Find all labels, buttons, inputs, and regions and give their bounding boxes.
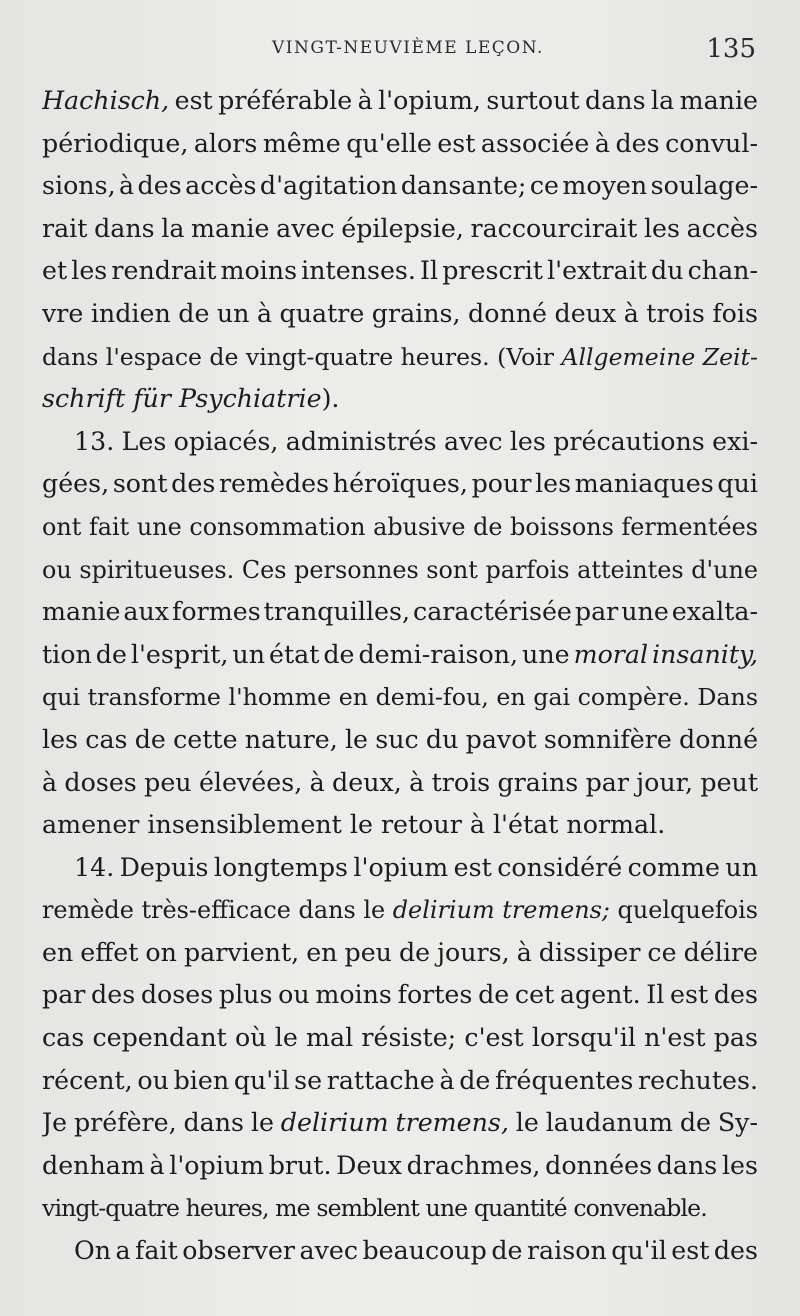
text-line — [42, 974, 758, 1017]
line-segment: vre indien de un à quatre grains, donné deux à trois fois — [42, 298, 758, 328]
text-line — [42, 506, 758, 549]
text-line — [42, 250, 758, 293]
line-segment: périodique, alors même qu'elle est associée à des convul- — [42, 128, 758, 158]
line-segment: On a fait observer avec beaucoup de raison qu'il est des — [74, 1236, 758, 1266]
italic-term: Hachisch, — [42, 86, 170, 115]
paragraph-next-start — [42, 1230, 758, 1273]
body-text — [42, 80, 758, 1273]
text-line — [42, 1145, 758, 1188]
line-segment: en effet on parvient, en peu de jours, à dissiper ce délire — [42, 937, 758, 967]
line-segment: denham à l'opium brut. Deux drachmes, données dans les — [42, 1150, 758, 1180]
text-line — [42, 336, 758, 379]
line-segment: dans l'espace de vingt-quatre heures. (Voir — [42, 342, 562, 371]
line-segment: cas cependant où le mal résiste; c'est lorsqu'il n'est pas — [42, 1023, 758, 1053]
line-segment: ). — [321, 384, 340, 414]
line-segment: sions, à des accès d'agitation dansante; ce moyen soulage- — [42, 171, 758, 201]
line-segment: quelquefois — [609, 896, 758, 925]
line-segment: remède très-efficace dans le — [42, 896, 393, 925]
text-line — [42, 549, 758, 592]
line-segment: et les rendrait moins intenses. Il prescrit l'extrait du chan- — [42, 256, 758, 286]
text-line — [42, 463, 758, 506]
text-line — [42, 762, 758, 805]
line-segment: ont fait une consommation abusive de boissons fermentées — [42, 512, 758, 541]
line-segment: rait dans la manie avec épilepsie, raccourcirait les accès — [42, 213, 758, 243]
text-line — [42, 1017, 758, 1060]
text-line — [42, 634, 758, 677]
running-head — [42, 34, 756, 64]
paragraph-14-start — [42, 847, 758, 890]
page-number: 135 — [706, 34, 756, 64]
line-segment: 14. Depuis longtemps l'opium est considéré comme un — [74, 852, 758, 882]
line-segment: tion de l'esprit, un état de demi-raison, une — [42, 639, 574, 669]
italic-term: Allgemeine Zeit- — [561, 342, 758, 371]
text-line — [42, 1102, 758, 1145]
text-line — [42, 1060, 758, 1103]
line-segment: manie aux formes tranquilles, caractérisée par une exalta- — [42, 597, 758, 627]
italic-term: delirium tremens; — [392, 896, 610, 925]
text-line — [42, 591, 758, 634]
text-line — [42, 165, 758, 208]
line-segment: qui transforme l'homme en demi-fou, en gai compère. Dans — [42, 683, 758, 712]
italic-term: delirium tremens, — [280, 1108, 509, 1138]
line-segment: récent, ou bien qu'il se rattache à de fréquentes rechutes. — [42, 1065, 758, 1095]
text-line — [42, 208, 758, 251]
text-line — [42, 80, 758, 123]
line-segment: ou spiritueuses. Ces personnes sont parfois atteintes d'une — [42, 555, 758, 584]
text-line — [42, 293, 758, 336]
line-segment: les cas de cette nature, le suc du pavot somnifère donné — [42, 724, 758, 754]
line-segment: le laudanum de Sy- — [508, 1108, 758, 1138]
text-line — [42, 804, 758, 847]
line-segment: à doses peu élevées, à deux, à trois grains par jour, peut — [42, 767, 758, 797]
line-segment: par des doses plus ou moins fortes de cet agent. Il est des — [42, 980, 758, 1010]
running-title: VINGT-NEUVIÈME LEÇON. — [272, 38, 544, 58]
line-segment: Je préfère, dans le — [42, 1108, 281, 1138]
line-segment: amener insensiblement le retour à l'état normal. — [42, 810, 666, 840]
text-line — [42, 676, 758, 719]
line-segment: est préférable à l'opium, surtout dans la manie — [169, 86, 758, 115]
line-segment: 13. Les opiacés, administrés avec les précautions exi- — [74, 426, 758, 456]
paragraph-13-start — [42, 421, 758, 464]
line-segment: gées, sont des remèdes héroïques, pour les maniaques qui — [42, 469, 758, 499]
text-line — [42, 932, 758, 975]
italic-term: moral insanity, — [573, 639, 758, 669]
text-line — [42, 889, 758, 932]
text-line — [42, 719, 758, 762]
italic-term: schrift für Psychiatrie — [42, 384, 322, 414]
text-line — [42, 378, 758, 421]
text-line — [42, 1187, 758, 1230]
text-line — [42, 123, 758, 166]
line-segment: vingt-quatre heures, me semblent une quantité convenable. — [42, 1194, 707, 1223]
